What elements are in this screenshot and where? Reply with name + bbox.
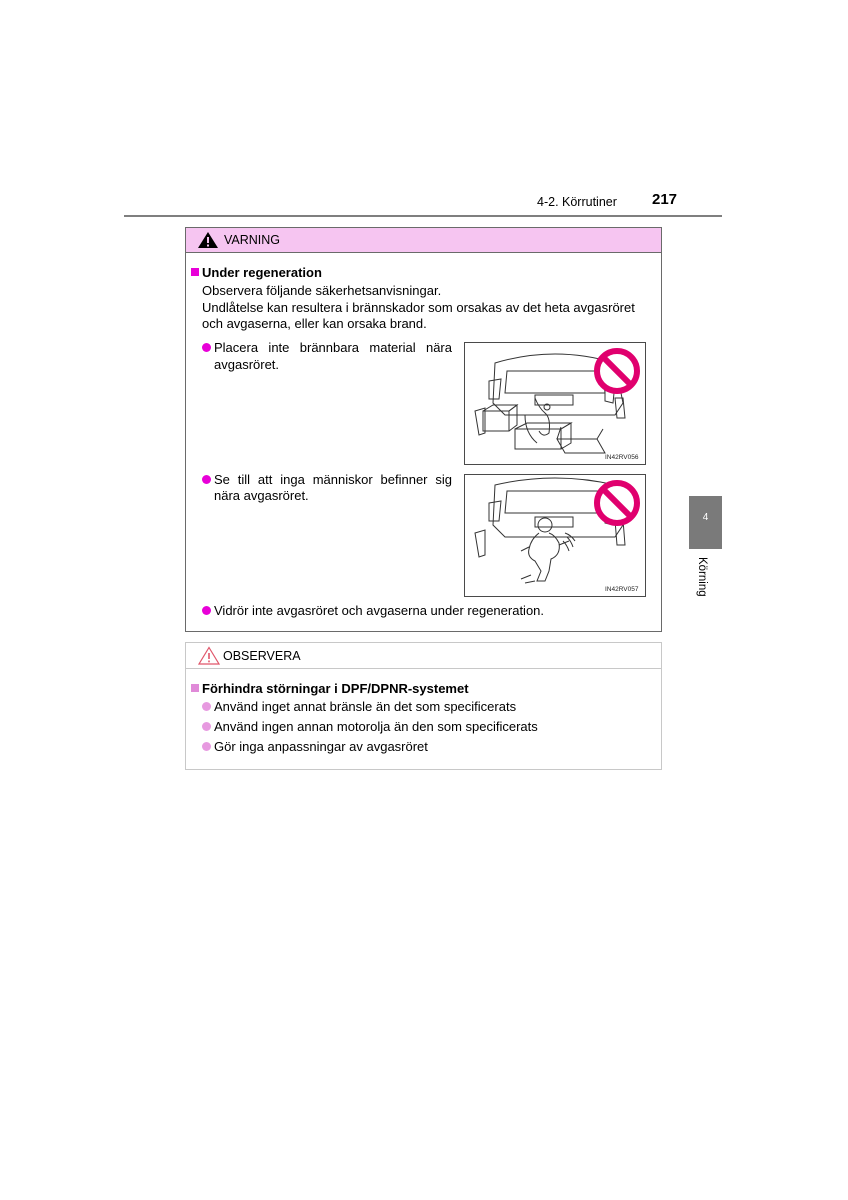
heading-bullet	[191, 684, 199, 692]
caution-item: Gör inga anpassningar av avgasröret	[214, 739, 428, 754]
warning-item-text: Placera inte brännbara material nära	[214, 340, 452, 355]
section-title: 4-2. Körrutiner	[537, 195, 617, 209]
page-number: 217	[652, 191, 678, 208]
caution-label: OBSERVERA	[223, 649, 301, 663]
warning-intro-line: Undlåtelse kan resultera i brännskador som orsakas av det heta avgasröret	[202, 300, 635, 315]
caution-triangle-icon	[198, 646, 220, 665]
heading-bullet	[191, 268, 199, 276]
warning-item-text: nära avgasröret.	[214, 488, 309, 503]
warning-intro-line: och avgaserna, eller kan orsaka brand.	[202, 316, 427, 331]
prohibition-icon	[593, 479, 641, 527]
caution-item: Använd ingen annan motorolja än den som specificerats	[214, 719, 538, 734]
caution-heading: Förhindra störningar i DPF/DPNR-systemet	[202, 681, 469, 696]
warning-item-text: avgasröret.	[214, 357, 280, 372]
warning-label: VARNING	[224, 233, 281, 247]
prohibition-icon	[593, 347, 641, 395]
warning-item-text: Se till att inga människor befinner sig	[214, 472, 452, 487]
figure-code: IN42RV056	[605, 454, 639, 461]
figure-combustibles	[464, 342, 646, 465]
list-bullet	[202, 742, 211, 751]
warning-heading: Under regeneration	[202, 265, 322, 280]
caution-item: Använd inget annat bränsle än det som specificerats	[214, 699, 517, 714]
warning-final-item: Vidrör inte avgasröret och avgaserna under regeneration.	[214, 603, 545, 618]
header-divider	[124, 215, 722, 217]
chapter-number: 4	[702, 512, 709, 523]
list-bullet	[202, 702, 211, 711]
list-bullet	[202, 722, 211, 731]
warning-triangle-icon	[197, 231, 219, 249]
warning-intro-line: Observera följande säkerhetsanvisningar.	[202, 283, 442, 298]
figure-code: IN42RV057	[605, 586, 639, 593]
list-bullet	[202, 475, 211, 484]
list-bullet	[202, 606, 211, 615]
chapter-label: Körning	[696, 557, 708, 597]
figure-people	[464, 474, 646, 597]
list-bullet	[202, 343, 211, 352]
